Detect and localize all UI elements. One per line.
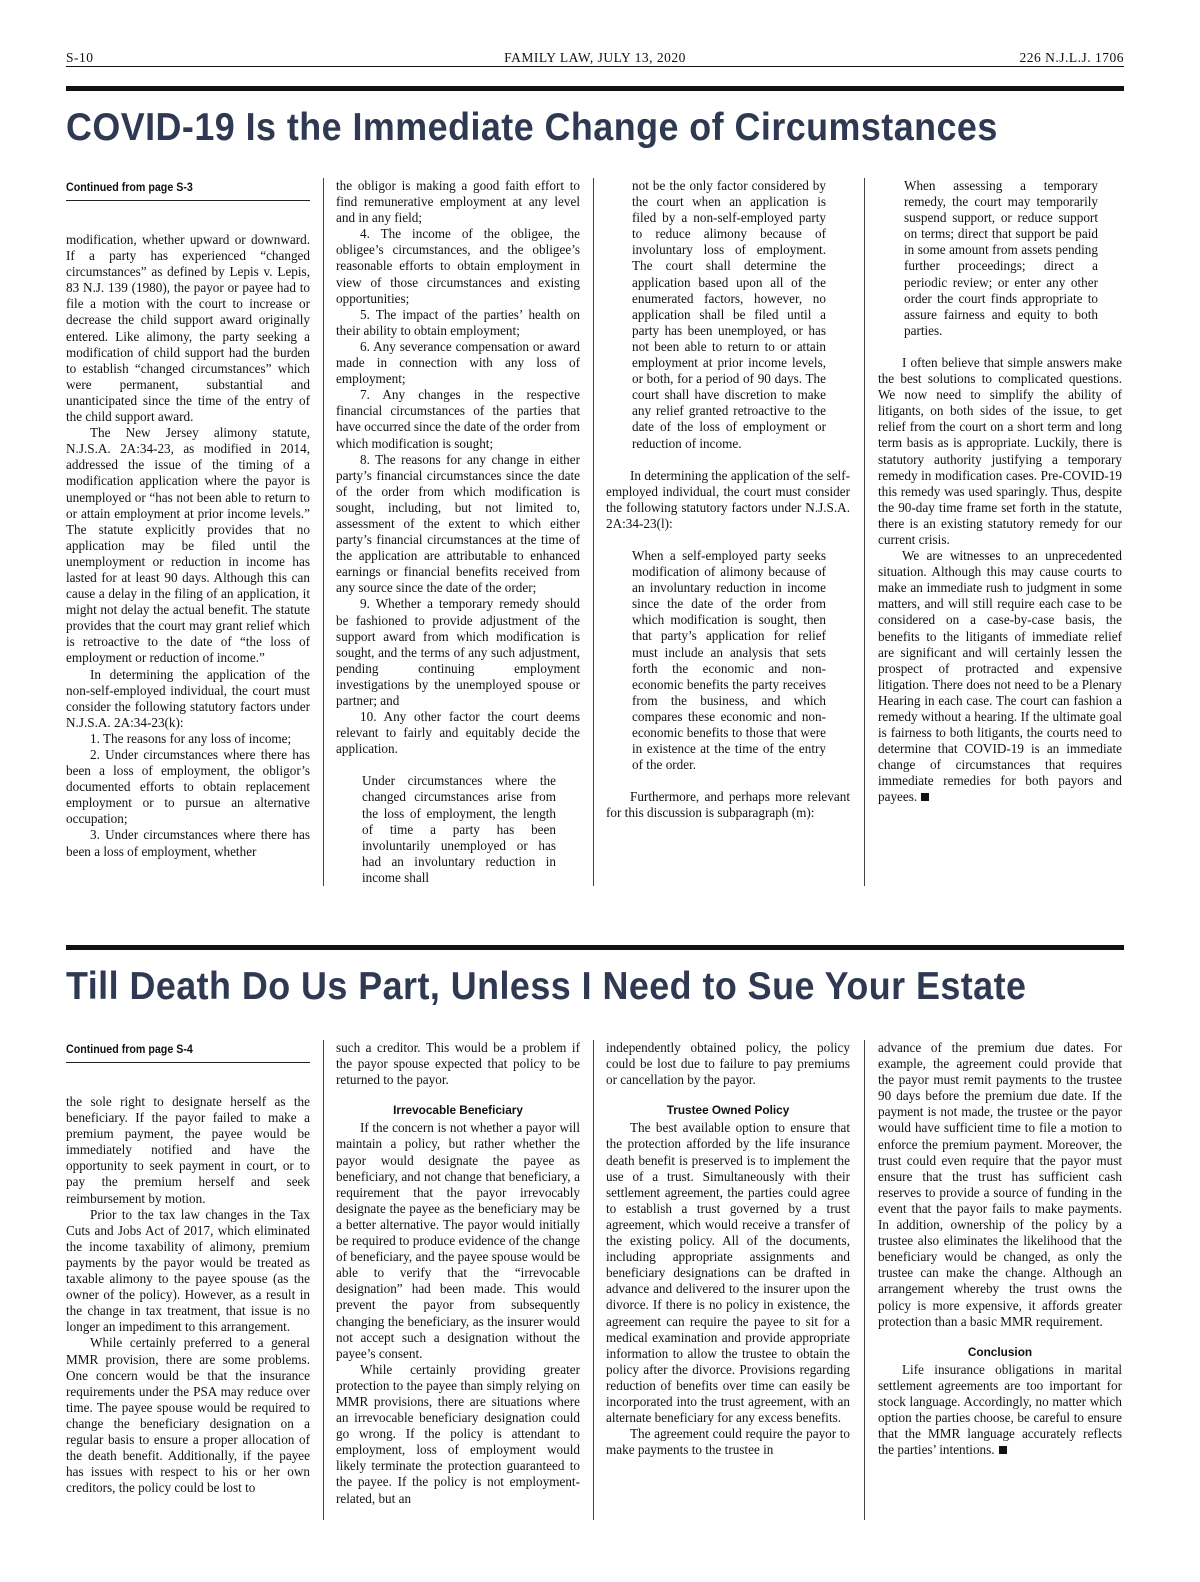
list-item: the obligor is making a good faith effort to find remunerative employment at any level and in any field; xyxy=(336,178,580,226)
article2-col3 xyxy=(606,1040,850,1458)
statute-quote xyxy=(336,773,580,886)
article1-headline: COVID-19 Is the Immediate Change of Circumstances xyxy=(66,106,998,149)
article2-col4 xyxy=(878,1040,1122,1458)
article1-top-rule xyxy=(66,86,1124,91)
continued-from-label: Continued from page S-3 xyxy=(66,181,193,194)
paragraph: The agreement could require the payor to make payments to the trustee in xyxy=(606,1426,850,1458)
end-mark-icon xyxy=(999,1446,1007,1454)
column-rule xyxy=(323,1040,324,1520)
quote-text: When a self-employed party seeks modification of alimony because of an involuntary reduction in income since the date of the order from which modification is sought, then that party’s application for relief must include an analysis that sets forth the economic and non-economic benefits the party receives from the business, and which compares these economic and non-economic benefits to those that were in existence at the time of the entry of the order. xyxy=(632,547,826,773)
page-number: S-10 xyxy=(66,50,94,65)
article1-col3 xyxy=(606,178,850,821)
column-rule xyxy=(864,178,865,886)
publication-date: FAMILY LAW, JULY 13, 2020 xyxy=(504,50,686,65)
end-mark-icon xyxy=(921,793,929,801)
section-heading: Conclusion xyxy=(967,1344,1033,1359)
column-rule xyxy=(323,178,324,886)
newspaper-page xyxy=(66,0,1124,1582)
list-item: 4. The income of the obligee, the obligee’s circumstances, and the obligee’s reasonable efforts to obtain employment in view of those circumstances and existing opportunities; xyxy=(336,226,580,306)
quote-text: not be the only factor considered by the court when an application is filed by a non-self-employed party to reduce alimony because of involuntary loss of employment. The court shall determine the application based upon all of the enumerated factors, however, no application shall be filed until a party has been unemployed, or has not been able to return to or attain employment at prior income levels, or both, for a period of 90 days. The court shall have discretion to make any relief granted retroactive to the date of the loss of employment or reduction of income. xyxy=(632,178,826,451)
continued-rule xyxy=(66,200,310,201)
article2-headline: Till Death Do Us Part, Unless I Need to Sue Your Estate xyxy=(66,965,1027,1008)
article2-top-rule xyxy=(66,945,1124,950)
paragraph xyxy=(878,548,1122,806)
column-rule xyxy=(593,1040,594,1520)
list-item: 2. Under circumstances where there has been a loss of employment, the obligor’s documented efforts to obtain replacement employment or to pursue an alternative occupation; xyxy=(66,747,310,827)
column-rule xyxy=(864,1040,865,1520)
paragraph: The best available option to ensure that the protection afforded by the life insurance death benefit is preserved is to implement the use of a trust. Simultaneously with their settlement agreement, the parties could agree to establish a trust governed by a trust agreement, which would receive a transfer of the existing policy. All of the documents, including appropriate assignments and beneficiary designations can be drafted in advance and delivered to the insurer upon the divorce. If there is no policy in existence, the agreement can require the payee to sit for a medical examination and provide appropriate information to allow the trustee to obtain the policy after the divorce. Provisions regarding reduction of benefits over time can easily be incorporated into the trust agreement, with an alternate beneficiary for any excess benefits. xyxy=(606,1120,850,1426)
header-rule xyxy=(66,66,1124,67)
quote-text: Under circumstances where the changed circumstances arise from the loss of employment, the length of time a party has been involuntarily unemployed or has had an involuntary reduction in income shall xyxy=(362,773,556,885)
paragraph: In determining the application of the self-employed individual, the court must consider the following statutory factors under N.J.S.A. 2A:34-23(l): xyxy=(606,467,850,531)
paragraph: advance of the premium due dates. For example, the agreement could provide that the payor must remit payments to the trustee 90 days before the premium due date. If the payment is not made, the trustee or the payor would have sufficient time to file a motion to enforce the premium payment. Moreover, the trust could even require that the payor must ensure that the trust has sufficient cash reserves to provide a source of funding in the event that the payor fails to make payments. In addition, ownership of the policy by a trustee also eliminates the likelihood that the beneficiary would be changed, as only the trustee can make the change. Although an arrangement whereby the trust owns the policy is more expensive, it affords greater protection than a basic MMR requirement. xyxy=(878,1040,1122,1329)
list-item: 7. Any changes in the respective financial circumstances of the parties that have occurred since the date of the order from which modification is sought; xyxy=(336,387,580,451)
section-heading: Irrevocable Beneficiary xyxy=(393,1103,523,1118)
continued-from-label: Continued from page S-4 xyxy=(66,1043,193,1056)
article1-col2 xyxy=(336,178,580,886)
paragraph-text: Life insurance obligations in marital settlement agreements are too important for stock language. Accordingly, no matter which option the parties choose, be careful to ensure that the MMR language accurately reflects the parties’ intentions. xyxy=(878,1361,1122,1458)
continued-rule xyxy=(66,1062,310,1063)
article1-col1 xyxy=(66,178,310,860)
list-item: 1. The reasons for any loss of income; xyxy=(90,730,292,746)
paragraph: The New Jersey alimony statute, N.J.S.A. 2A:34-23, as modified in 2014, addressed the issue of the timing of a modification application where the payor is unemployed or “has not been able to return to or attain employment at prior income levels.” The statute explicitly provides that no application may be filed until the unemployment or reduction in income has lasted for at least 90 days. Although this can cause a delay in the filing of an application, it might not delay the actual benefit. The statute provides that the court may grant relief which is retroactive to the date of “the loss of employment or reduction of income.” xyxy=(66,425,310,666)
quote-text: When assessing a temporary remedy, the court may temporarily suspend support, or reduce support on terms; direct that support be paid in some amount from assets pending further proceedings; direct a periodic review; or enter any other order the court finds appropriate to assure fairness and equity to both parties. xyxy=(904,178,1098,338)
section-heading: Trustee Owned Policy xyxy=(666,1103,790,1118)
paragraph: modification, whether upward or downward. If a party has experienced “changed circumstances” as defined by Lepis v. Lepis, 83 N.J. 139 (1980), the payor or payee had to file a motion with the court to increase or decrease the child support award originally entered. Like alimony, the party seeking a modification of child support had the burden to establish “changed circumstances” which were permanent, substantial and unanticipated since the time of the entry of the child support award. xyxy=(66,232,310,425)
page-header xyxy=(66,48,1124,68)
article1-col4 xyxy=(878,178,1122,806)
paragraph: If the concern is not whether a payor will maintain a policy, but rather whether the payor would designate the payee as beneficiary, and not change that beneficiary, a requirement that the payor irrevocably designate the payee as the beneficiary may be a better alternative. The payor would initially be required to produce evidence of the change of beneficiary, and the payee spouse would be able to verify that the “irrevocable designation” had been made. This would prevent the payor from subsequently changing the beneficiary, as the insurer would not accept such a designation without the payee’s consent. xyxy=(336,1120,580,1361)
paragraph xyxy=(878,1362,1122,1459)
list-item: 3. Under circumstances where there has been a loss of employment, whether xyxy=(66,827,310,859)
paragraph-text: We are witnesses to an unprecedented situation. Although this may cause courts to make an immediate rush to judgment in some matters, and will still require each case to be considered on a case-by-case basis, the benefits to the litigants of immediate relief are significant and will certainly lessen the prospect of protracted and expensive litigation. There does not need to be a Plenary Hearing in each case. The court can fashion a remedy without a hearing. If the ultimate goal is fairness to both litigants, the courts need to determine that COVID-19 is an immediate change of circumstances that requires immediate remedies for both payors and payees. xyxy=(878,548,1122,805)
article2-col2 xyxy=(336,1040,580,1507)
paragraph: While certainly providing greater protection to the payee than simply relying on MMR provisions, there are situations where an irrevocable beneficiary designation could go wrong. If the policy is attendant to employment, loss of employment would likely terminate the protection guaranteed to the payee. If the policy is not employment-related, but an xyxy=(336,1361,580,1506)
paragraph: Furthermore, and perhaps more relevant for this discussion is subparagraph (m): xyxy=(606,789,850,821)
article2-col1 xyxy=(66,1040,310,1496)
paragraph: independently obtained policy, the policy could be lost due to failure to pay premiums or cancellation by the payor. xyxy=(606,1040,850,1088)
statute-quote xyxy=(606,548,850,773)
list-item: 5. The impact of the parties’ health on their ability to obtain employment; xyxy=(336,306,580,338)
paragraph: such a creditor. This would be a problem if the payor spouse expected that policy to be returned to the payor. xyxy=(336,1040,580,1088)
list-item: 6. Any severance compensation or award made in connection with any loss of employment; xyxy=(336,338,580,387)
paragraph: In determining the application of the non-self-employed individual, the court must consider the following statutory factors under N.J.S.A. 2A:34-23(k): xyxy=(66,666,310,730)
paragraph: Prior to the tax law changes in the Tax Cuts and Jobs Act of 2017, which eliminated the income taxability of alimony, premium payments by the payor would be treated as taxable alimony to the payee spouse (as the owner of the policy). However, as a result in the change in tax treatment, that issue is no longer an impediment to this arrangement. xyxy=(66,1206,310,1335)
citation: 226 N.J.L.J. 1706 xyxy=(1019,50,1124,65)
paragraph: I often believe that simple answers make the best solutions to complicated questions. We now need to simplify the ability of litigants, on both sides of the issue, to get relief from the court on a short term and long term basis as is appropriate. Luckily, there is statutory authority justifying a temporary remedy in modification cases. Pre-COVID-19 this remedy was used sparingly. Thus, despite the 90-day time frame set forth in the statute, there is an existing statutory remedy for our current crisis. xyxy=(878,354,1122,547)
column-rule xyxy=(593,178,594,886)
paragraph: the sole right to designate herself as the beneficiary. If the payor failed to make a premium payment, the payee would be immediately notified and have the opportunity to seek payment in court, or to pay the premium herself and seek reimbursement by motion. xyxy=(66,1094,310,1206)
paragraph: While certainly preferred to a general MMR provision, there are some problems. One concern would be that the insurance requirements under the PSA may reduce over time. The payee spouse would be required to change the beneficiary designation on a regular basis to ensure a proper allocation of the death benefit. Additionally, if the payee has issues with respect to his or her own creditors, the policy could be lost to xyxy=(66,1335,310,1496)
list-item: 10. Any other factor the court deems relevant to fairly and equitably decide the application. xyxy=(336,709,580,757)
statute-quote xyxy=(606,178,850,452)
statute-quote xyxy=(878,178,1122,339)
list-item: 9. Whether a temporary remedy should be fashioned to provide adjustment of the support award from which modification is sought, and the terms of any such adjustment, pending continuing employment investigations by the unemployed spouse or partner; and xyxy=(336,596,580,708)
list-item: 8. The reasons for any change in either party’s financial circumstances since the date of the order from which modification is sought, including, but not limited to, assessment of the extent to which either party’s financial circumstances at the time of the application are attributable to enhanced earnings or financial benefits received from any source since the date of the order; xyxy=(336,451,580,596)
